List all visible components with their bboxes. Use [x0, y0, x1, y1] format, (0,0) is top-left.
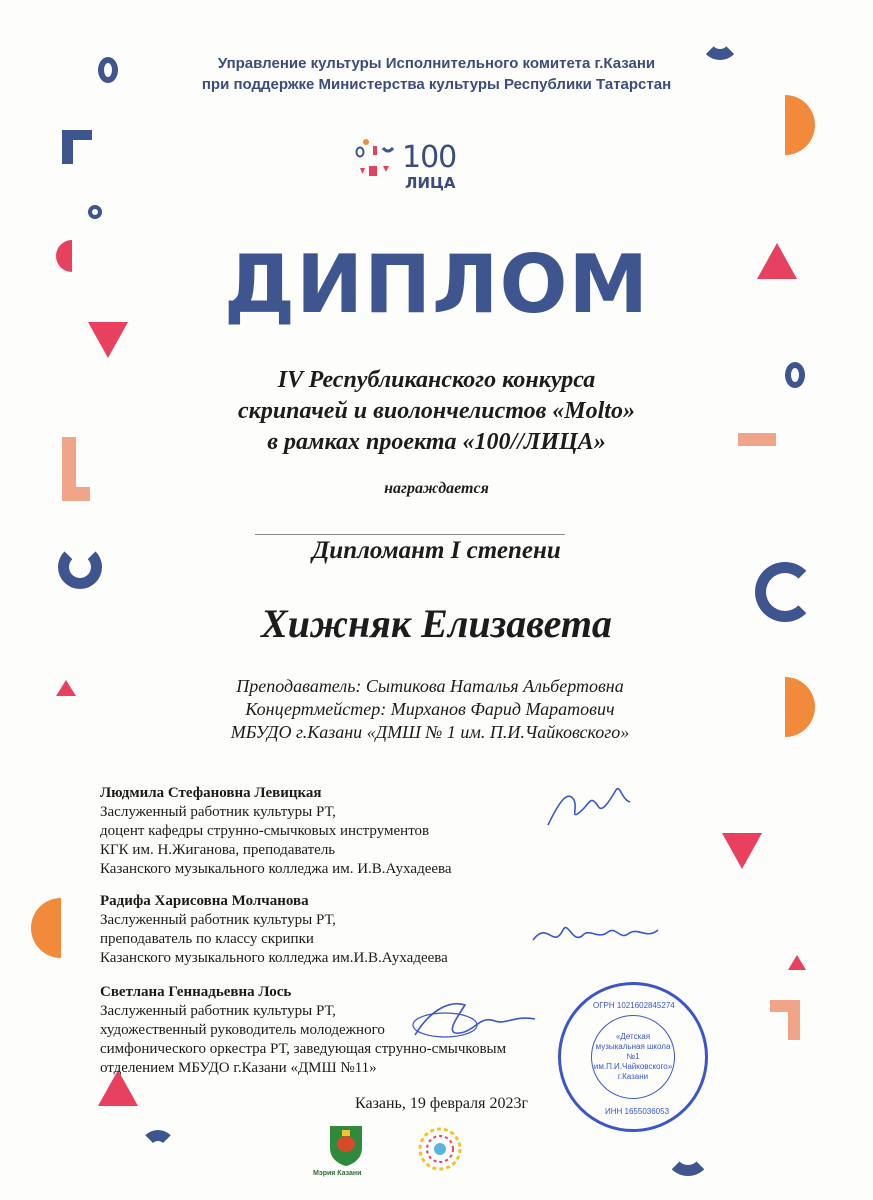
stamp-center [591, 1015, 675, 1099]
stamp-line: «Детская [615, 1032, 651, 1041]
decor-small-ring [88, 205, 102, 219]
jury-title-line: Заслуженный работник культуры РТ, [100, 912, 336, 928]
jury-name: Радифа Харисовна Молчанова [100, 893, 309, 909]
decor-blue-bar [62, 130, 92, 140]
logo-word: ЛИЦА [405, 174, 456, 192]
jury-member-2 [100, 892, 448, 968]
header-line-2: при поддержке Министерства культуры Республики Татарстан [201, 76, 672, 93]
decor-peach-bar [788, 1000, 800, 1040]
teacher-block [195, 675, 665, 744]
signature-3-icon [405, 995, 545, 1055]
awarded-text: награждается [384, 480, 489, 497]
decor-blue-arc [140, 1130, 176, 1166]
decor-orange-half-circle [785, 677, 815, 737]
competition-subtitle [0, 365, 873, 458]
jury-name: Светлана Геннадьевна Лось [100, 984, 292, 1000]
jury-title-line: отделением МБУДО г.Казани «ДМШ №11» [100, 1060, 377, 1076]
school-line: МБУДО г.Казани «ДМШ № 1 им. П.И.Чайковского» [230, 722, 630, 742]
recipient-name: Хижняк Елизавета [261, 601, 612, 646]
jury-title-line: Заслуженный работник культуры РТ, [100, 804, 336, 820]
city-hall-label: Мэрия Казани [313, 1170, 362, 1177]
kazan-coat-of-arms-icon [326, 1124, 366, 1168]
jury-title-line: доцент кафедры струнно-смычковых инструментов [100, 823, 430, 839]
degree-divider [255, 534, 565, 535]
subtitle-line: IV Республиканского конкурса [277, 367, 596, 393]
header-line-1: Управление культуры Исполнительного комитета г.Казани [217, 55, 656, 72]
subtitle-line: скрипачей и виолончелистов «Molto» [238, 398, 635, 424]
decor-red-triangle [722, 833, 762, 869]
decor-small-red-triangle [56, 680, 76, 696]
decor-small-red-triangle [788, 955, 806, 970]
project-logo [350, 130, 490, 200]
stamp-line: им.П.И.Чайковского» [593, 1062, 673, 1071]
decor-orange-half-circle [31, 898, 61, 958]
city-date: Казань, 19 февраля 2023г [355, 1095, 529, 1112]
jury-title-line: симфонического оркестра РТ, заведующая струнно-смычковым [100, 1041, 507, 1057]
decor-blue-arc [700, 20, 740, 60]
jury-name: Людмила Стефановна Левицкая [100, 785, 322, 801]
decor-orange-half-circle [785, 95, 815, 155]
jury-title-line: КГК им. Н.Жиганова, преподаватель [100, 842, 336, 858]
accompanist-line: Концертмейстер: Мирханов Фарид Маратович [245, 699, 615, 719]
page-title: ДИПЛОМ [223, 238, 650, 331]
degree-text: Дипломант I степени [312, 537, 561, 564]
jury-title-line: Казанского музыкального колледжа им. И.В.Аухадеева [100, 861, 452, 877]
jury-title-line: Казанского музыкального колледжа им.И.В.Аухадеева [100, 950, 448, 966]
signature-1-icon [540, 770, 650, 840]
jury-title-line: Заслуженный работник культуры РТ, [100, 1003, 336, 1019]
decor-blue-arc [665, 1130, 711, 1176]
stamp-inn: ИНН 1655036053 [605, 1107, 670, 1116]
stamp-line: музыкальная школа №1 [595, 1042, 671, 1061]
logo-mark-icon [350, 130, 400, 190]
jury-title-line: художественный руководитель молодежного [100, 1022, 385, 1038]
logo-number: 100 [402, 140, 457, 175]
jury-title-line: преподаватель по классу скрипки [100, 931, 314, 947]
jury-member-1 [100, 784, 452, 879]
stamp-line: г.Казани [617, 1072, 649, 1081]
subtitle-line: в рамках проекта «100//ЛИЦА» [267, 429, 606, 455]
signature-2-icon [528, 910, 668, 960]
teacher-line: Преподаватель: Сытикова Наталья Альбертовна [236, 676, 624, 696]
stamp-ogrn: ОГРН 1021602845274 [593, 1001, 675, 1010]
festival-logo-icon [416, 1125, 464, 1173]
official-stamp [558, 982, 708, 1132]
